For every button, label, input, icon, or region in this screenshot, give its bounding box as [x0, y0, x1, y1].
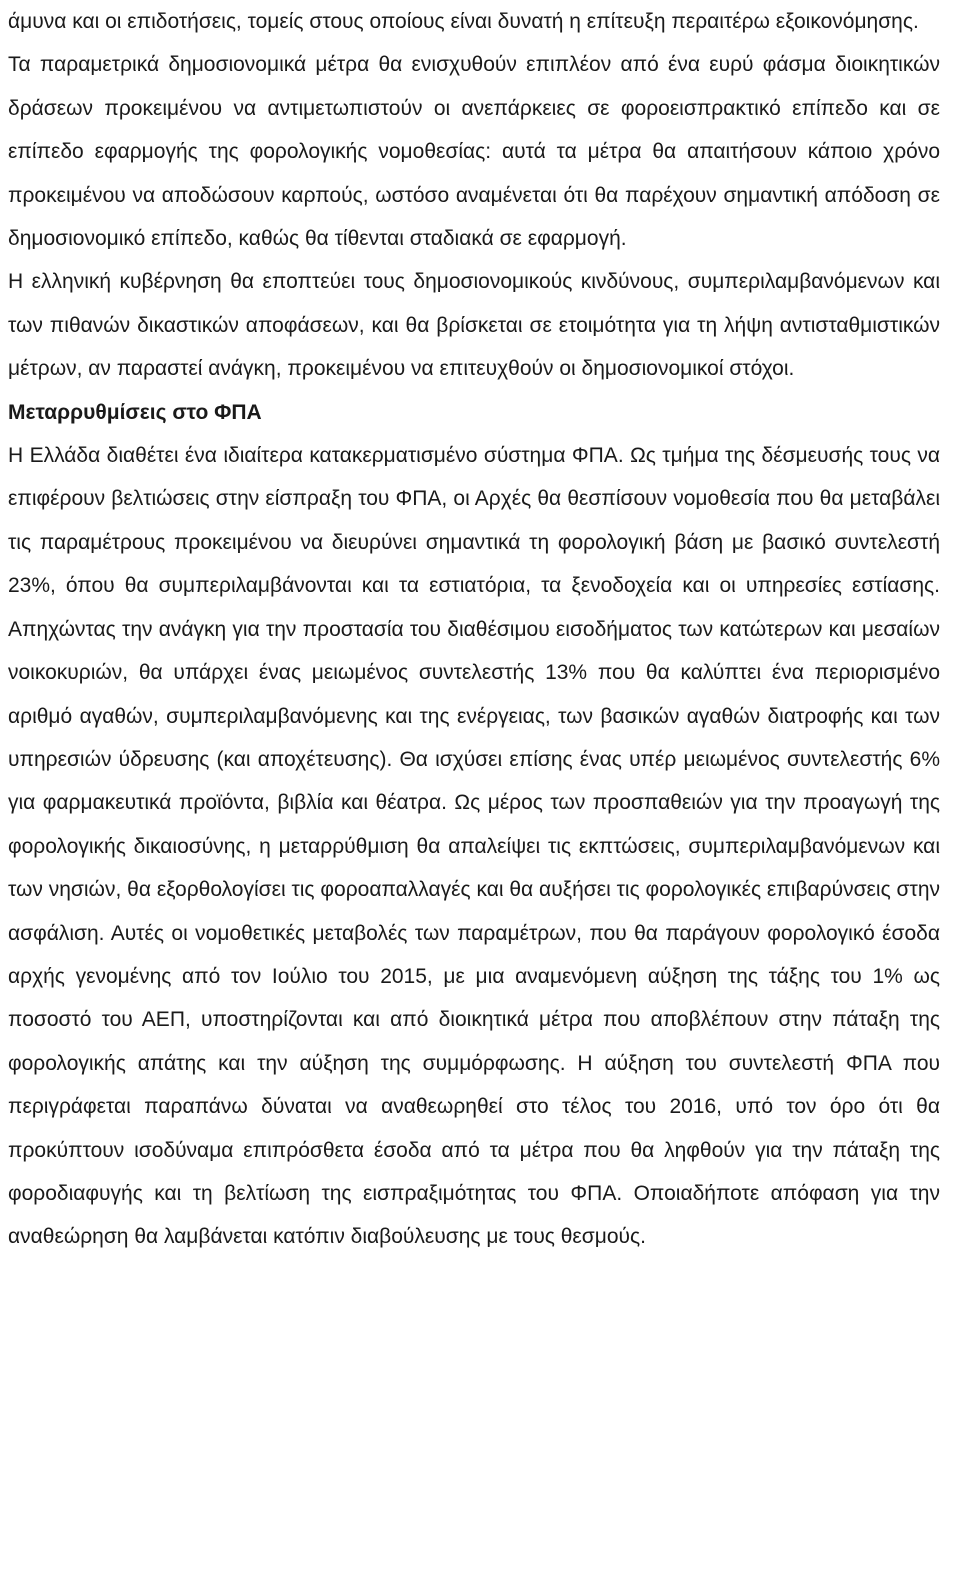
paragraph-savings: άμυνα και οι επιδοτήσεις, τομείς στους οποίους είναι δυνατή η επίτευξη περαιτέρω εξοικονόμησης.	[8, 10, 919, 33]
paragraph-parametric-measures: Τα παραμετρικά δημοσιονομικά μέτρα θα ενισχυθούν επιπλέον από ένα ευρύ φάσμα διοικητικών δράσεων προκειμένου να αντιμετωπιστούν οι ανεπάρκειες σε φοροεισπρακτικό επίπεδο και σε επίπεδο εφαρμογής της φορολογικής νομοθεσίας: αυτά τα μέτρα θα απαιτήσουν κάποιο χρόνο προκειμένου να αποδώσουν καρπούς, ωστόσο αναμένεται ότι θα παρέχουν σημαντική απόδοση σε δημοσιονομικό επίπεδο, καθώς θα τίθενται σταδιακά σε εφαρμογή.	[8, 53, 940, 251]
paragraph-vat-system: Η Ελλάδα διαθέτει ένα ιδιαίτερα κατακερματισμένο σύστημα ΦΠΑ. Ως τμήμα της δέσμευσής τους να επιφέρουν βελτιώσεις στην είσπραξη του ΦΠΑ, οι Αρχές θα θεσπίσουν νομοθεσία που θα μεταβάλει τις παραμέτρους προκειμένου να διευρύνει σημαντικά τη φορολογική βάση με βασικό συντελεστή 23%, όπου θα συμπεριλαμβάνονται και τα εστιατόρια, τα ξενοδοχεία και οι υπηρεσίες εστίασης. Απηχώντας την ανάγκη για την προστασία του διαθέσιμου εισοδήματος των κατώτερων και μεσαίων νοικοκυριών, θα υπάρχει ένας μειωμένος συντελεστής 13% που θα καλύπτει ένα περιορισμένο αριθμό αγαθών, συμπεριλαμβανόμενης και της ενέργειας, των βασικών αγαθών διατροφής και των υπηρεσιών ύδρευσης (και αποχέτευσης). Θα ισχύσει επίσης ένας υπέρ μειωμένος συντελεστής 6% για φαρμακευτικά προϊόντα, βιβλία και θέατρα. Ως μέρος των προσπαθειών για την προαγωγή της φορολογικής δικαιοσύνης, η μεταρρύθμιση θα απαλείψει τις εκπτώσεις, συμπεριλαμβανόμενων και των νησιών, θα εξορθολογίσει τις φοροαπαλλαγές και θα αυξήσει τις φορολογικές επιβαρύνσεις στην ασφάλιση. Αυτές οι νομοθετικές μεταβολές των παραμέτρων, που θα παράγουν φορολογικό έσοδα αρχής γενομένης από τον Ιούλιο του 2015, με μια αναμενόμενη αύξηση της τάξης του 1% ως ποσοστό του ΑΕΠ, υποστηρίζονται και από διοικητικά μέτρα που αποβλέπουν στην πάταξη της φορολογικής απάτης και την αύξηση της συμμόρφωσης. Η αύξηση του συντελεστή ΦΠΑ που περιγράφεται παραπάνω δύναται να αναθεωρηθεί στο τέλος του 2016, υπό τον όρο ότι θα προκύπτουν ισοδύναμα επιπρόσθετα έσοδα από τα μέτρα που θα ληφθούν για την πάταξη της φοροδιαφυγής και τη βελτίωση της εισπραξιμότητας του ΦΠΑ. Οποιαδήποτε απόφαση για την αναθεώρηση θα λαμβάνεται κατόπιν διαβούλευσης με τους θεσμούς.	[8, 444, 940, 1249]
document-page	[8, 0, 940, 1259]
section-heading-vat-reforms: Μεταρρυθμίσεις στο ΦΠΑ	[8, 400, 262, 424]
paragraph-fiscal-risks: Η ελληνική κυβέρνηση θα εποπτεύει τους δημοσιονομικούς κινδύνους, συμπεριλαμβανόμενων και των πιθανών δικαστικών αποφάσεων, και θα βρίσκεται σε ετοιμότητα για τη λήψη αντισταθμιστικών μέτρων, αν παραστεί ανάγκη, προκειμένου να επιτευχθούν οι δημοσιονομικοί στόχοι.	[8, 270, 940, 381]
